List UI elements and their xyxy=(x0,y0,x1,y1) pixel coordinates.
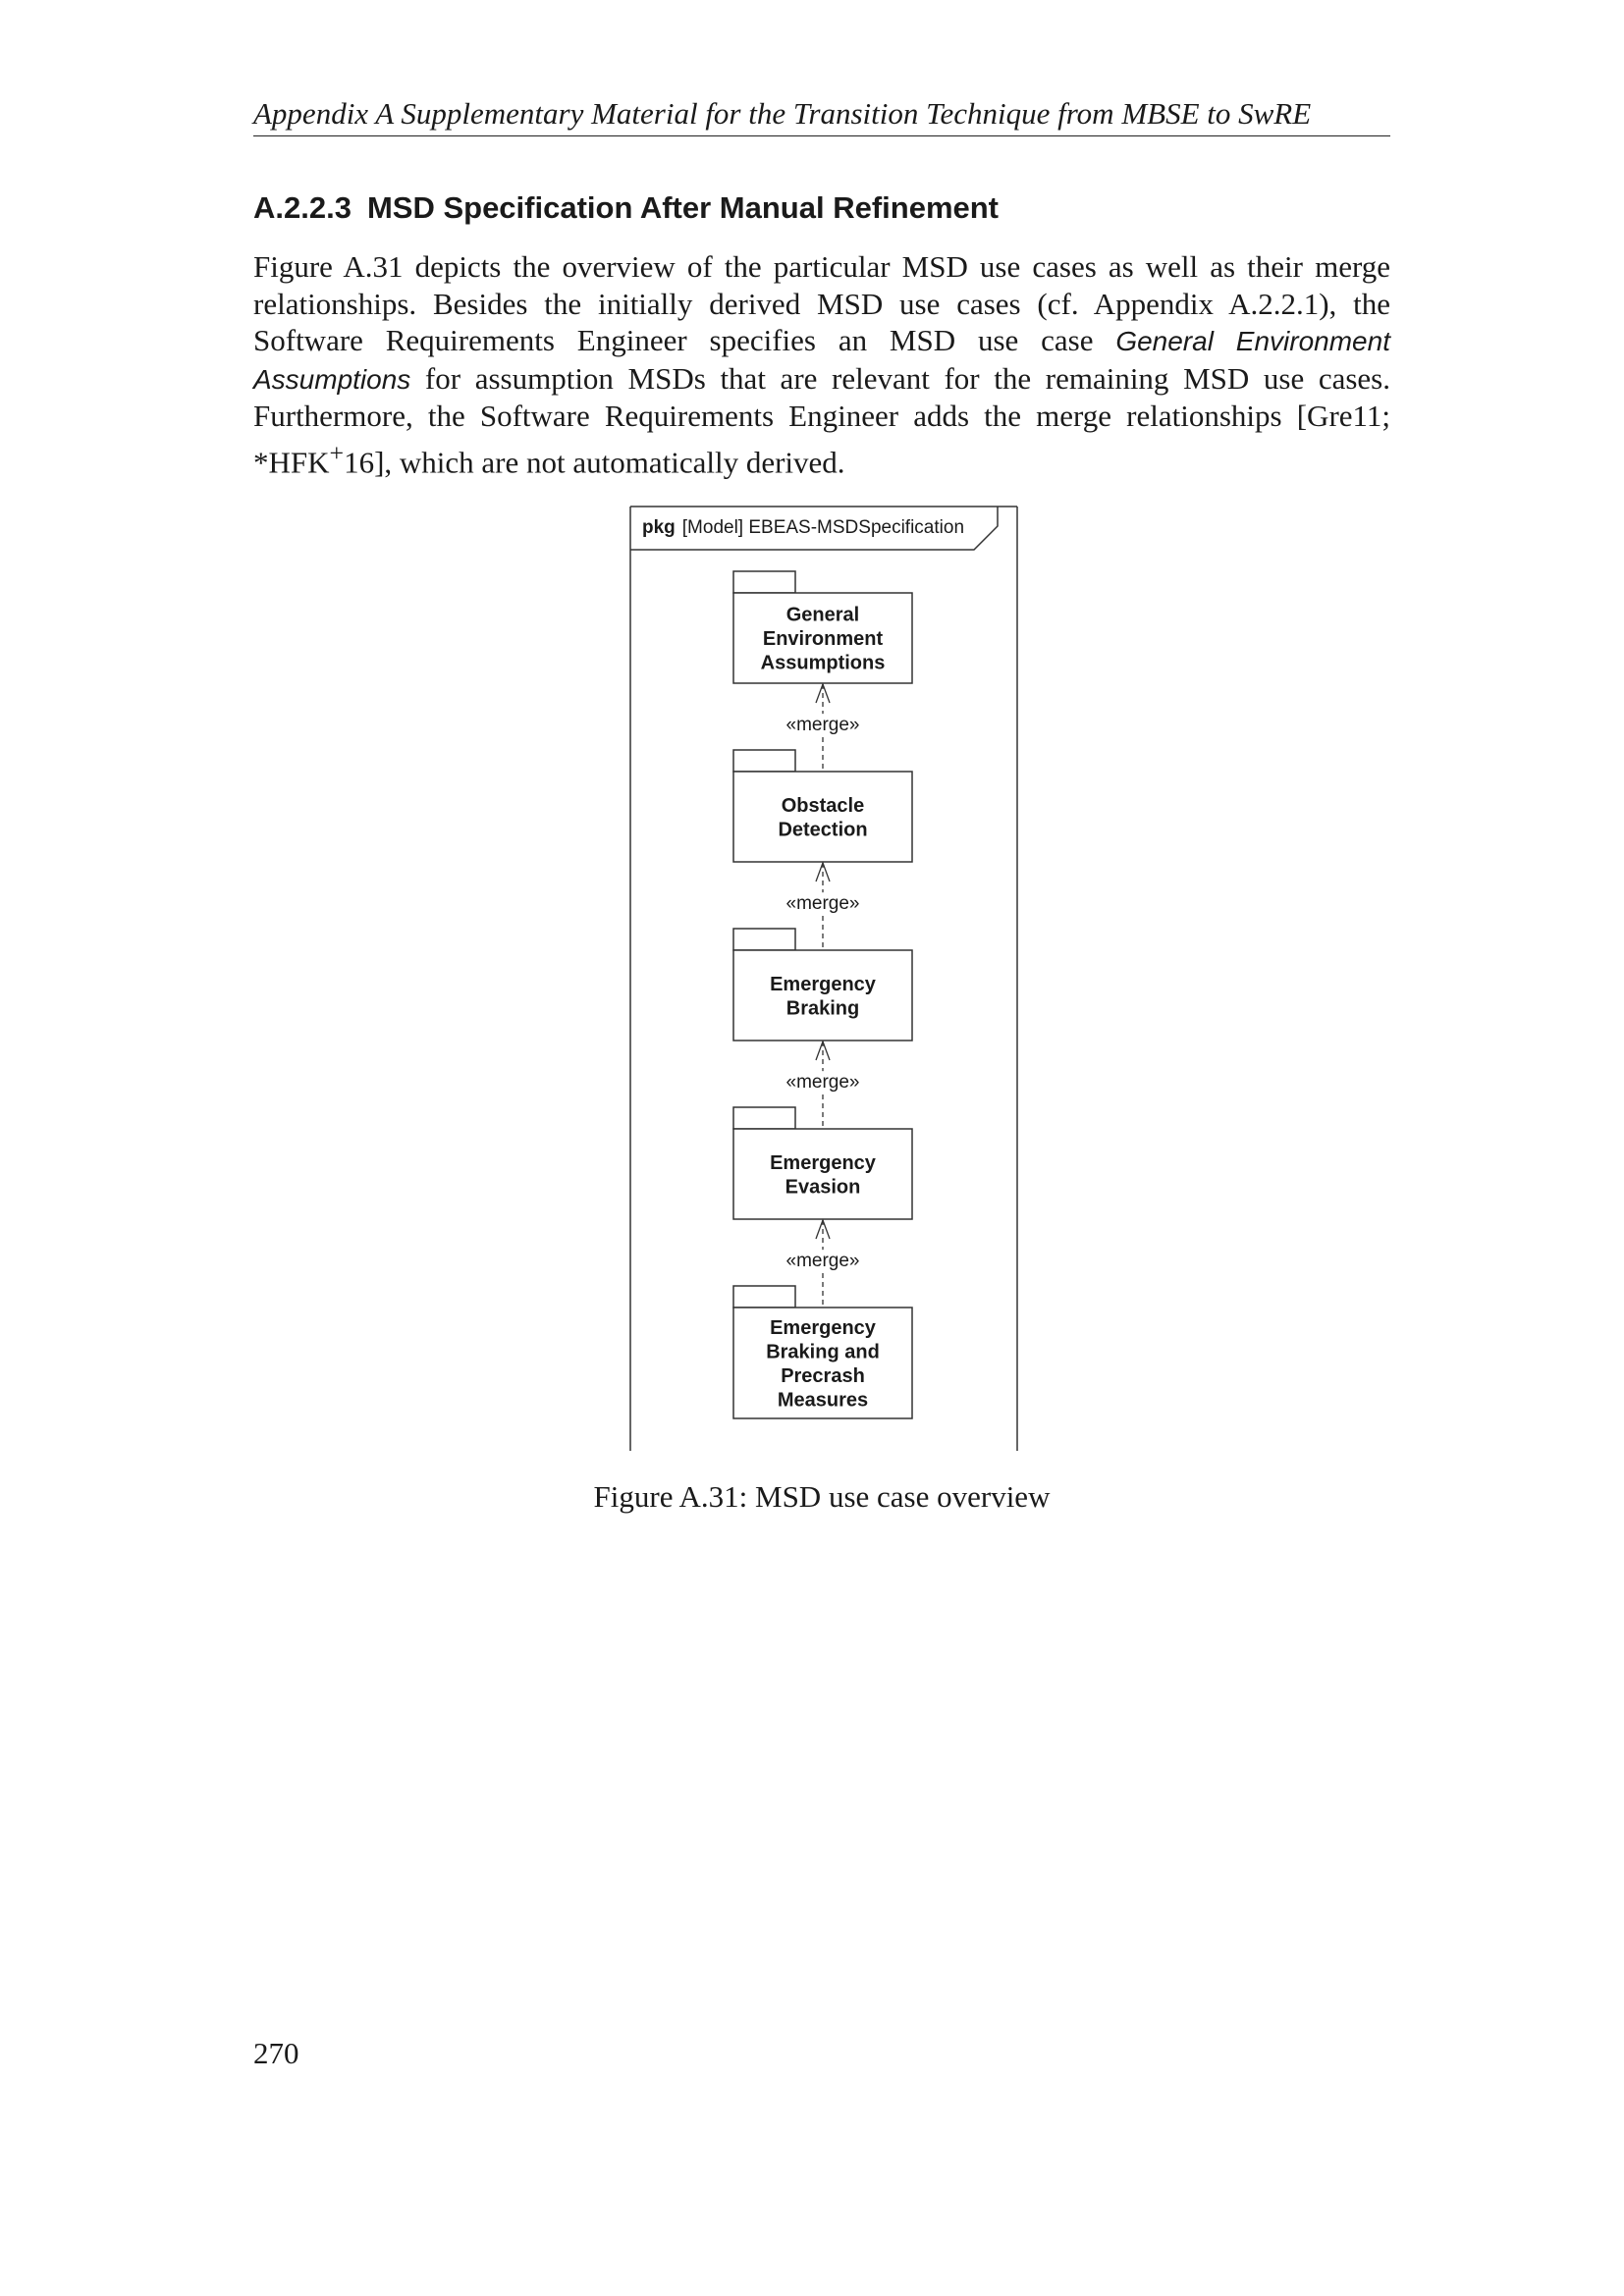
section-number: A.2.2.3 xyxy=(253,190,352,225)
package-body xyxy=(733,772,912,862)
package-name-line: Evasion xyxy=(785,1176,861,1199)
paragraph-part-3: 16], which are not automatically derived. xyxy=(344,445,845,480)
package-5 xyxy=(733,1286,912,1418)
merge-label: «merge» xyxy=(785,893,860,915)
merge-label: «merge» xyxy=(785,715,860,736)
package-name-line: Emergency xyxy=(770,1151,876,1174)
paragraph-superscript: + xyxy=(329,438,345,467)
package-tab xyxy=(733,750,795,772)
package-name-line: Braking xyxy=(785,997,860,1020)
frame-name: [Model] EBEAS-MSDSpecification xyxy=(681,517,965,538)
package-name-line: Emergency xyxy=(770,1316,876,1339)
paragraph-part-2: for assumption MSDs that are relevant for the remaining MSD use cases. Furthermore, the Software Requirements Engineer adds the merge relationships [Gre11; *HFK xyxy=(253,360,1390,480)
package-name-line: Environment xyxy=(762,628,884,651)
package-name-line: Obstacle xyxy=(781,794,865,817)
paragraph-part-1: Figure A.31 depicts the overview of the particular MSD use cases as well as their merge relationships. Besides the initially derived MSD use cases (cf. Appendix A.2.2.1), the Software Requirements Engineer specifies an MSD use case xyxy=(253,249,1390,358)
package-name-line: Precrash xyxy=(781,1364,865,1387)
package-name-line: General xyxy=(785,604,860,626)
frame-label xyxy=(642,517,964,538)
package-name-line: Braking and xyxy=(766,1341,880,1363)
page-number: 270 xyxy=(253,2036,299,2070)
package-name-line: Emergency xyxy=(770,973,876,995)
section-title: MSD Specification After Manual Refinement xyxy=(366,190,1000,225)
paragraph-emphasis: General Environment Assumptions xyxy=(253,326,1390,395)
package-name-line: Assumptions xyxy=(760,652,886,674)
package-tab xyxy=(733,571,795,593)
package-tab xyxy=(733,1286,795,1308)
package-name-line: Detection xyxy=(778,819,868,841)
figure-caption: Figure A.31: MSD use case overview xyxy=(593,1479,1051,1514)
merge-label: «merge» xyxy=(785,1251,860,1272)
frame-keyword: pkg xyxy=(642,517,676,538)
package-1 xyxy=(733,571,912,683)
package-body xyxy=(733,1129,912,1219)
package-body xyxy=(733,950,912,1041)
package-tab xyxy=(733,929,795,950)
running-header: Appendix A Supplementary Material for the Transition Technique from MBSE to SwRE xyxy=(253,94,1390,136)
merge-label: «merge» xyxy=(785,1072,860,1094)
package-tab xyxy=(733,1107,795,1129)
package-name-line: Measures xyxy=(777,1389,869,1412)
